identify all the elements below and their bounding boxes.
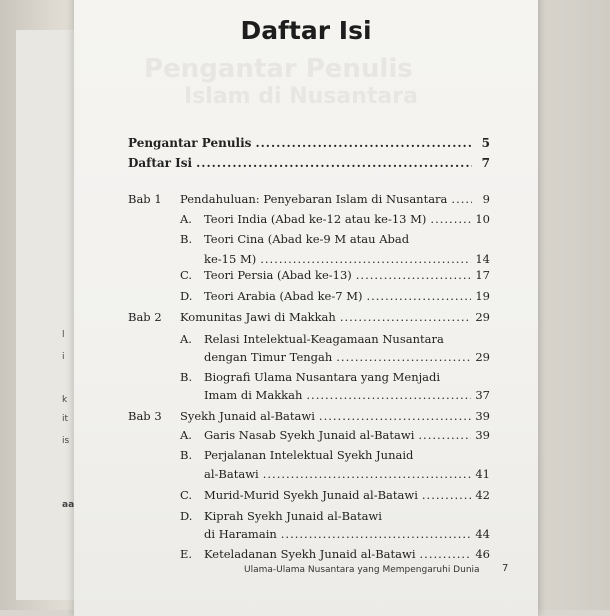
toc-section <box>180 289 490 309</box>
chapter-number: Bab 2 <box>128 310 162 324</box>
section-title-line: di Haramain <box>204 527 277 541</box>
section-title-line: Kiprah Syekh Junaid al-Batawi <box>204 509 382 523</box>
section-title: Keteladanan Syekh Junaid al-Batawi <box>204 547 416 561</box>
folio-page-number: 7 <box>502 563 509 574</box>
section-letter: B. <box>180 232 193 246</box>
background-right <box>530 0 610 610</box>
chapter-title: Syekh Junaid al-Batawi <box>180 409 315 423</box>
toc-section <box>180 212 490 232</box>
edge-fragment: l <box>62 330 65 340</box>
toc-section <box>180 268 490 288</box>
page-number: 44 <box>475 527 490 541</box>
toc-section <box>204 350 490 370</box>
toc-section <box>204 527 490 547</box>
toc-chapter <box>128 310 490 330</box>
edge-fragment: is <box>62 436 70 446</box>
section-letter: A. <box>180 428 192 442</box>
entry-label: Pengantar Penulis <box>128 136 252 150</box>
toc-entry-front <box>128 136 490 156</box>
toc-section <box>204 388 490 408</box>
edge-fragment: k <box>62 395 68 405</box>
show-through-text: Pengantar Penulis <box>144 54 413 84</box>
section-letter: D. <box>180 289 193 303</box>
toc-entry-front <box>128 156 490 176</box>
page-number: 17 <box>475 268 490 282</box>
section-letter: C. <box>180 268 193 282</box>
toc-chapter <box>128 409 490 429</box>
toc-section <box>204 467 490 487</box>
section-title-line: Teori Cina (Abad ke-9 M atau Abad <box>204 232 410 246</box>
leader-dots <box>422 488 471 502</box>
book-page <box>74 0 538 616</box>
section-title-line: dengan Timur Tengah <box>204 350 333 364</box>
leader-dots <box>366 289 471 303</box>
page-number: 7 <box>481 156 490 170</box>
leader-dots <box>430 212 471 226</box>
page-number: 46 <box>475 547 490 561</box>
section-title-line: Imam di Makkah <box>204 388 303 402</box>
leader-dots <box>260 252 471 266</box>
entry-label: Daftar Isi <box>128 156 193 170</box>
section-letter: B. <box>180 370 193 384</box>
leader-dots <box>281 527 472 541</box>
section-title: Murid-Murid Syekh Junaid al-Batawi <box>204 488 418 502</box>
edge-fragment: i <box>62 352 65 362</box>
section-letter: C. <box>180 488 193 502</box>
section-title-line: Relasi Intelektual-Keagamaan Nusantara <box>204 332 444 346</box>
section-title-line: Perjalanan Intelektual Syekh Junaid <box>204 448 414 462</box>
show-through-text: Islam di Nusantara <box>184 84 418 109</box>
toc-section <box>180 488 490 508</box>
page-number: 14 <box>475 252 490 266</box>
section-title-line: ke-15 M) <box>204 252 257 266</box>
page-number: 39 <box>475 409 490 423</box>
section-letter: B. <box>180 448 193 462</box>
page-number: 42 <box>475 488 490 502</box>
section-title-line: Biografi Ulama Nusantara yang Menjadi <box>204 370 441 384</box>
section-letter: A. <box>180 332 192 346</box>
leader-dots <box>356 268 472 282</box>
leader-dots <box>336 350 471 364</box>
page-title: Daftar Isi <box>240 16 372 45</box>
toc-chapter <box>128 192 490 212</box>
edge-fragment: aa <box>62 500 75 510</box>
leader-dots <box>451 192 472 206</box>
section-title: Teori Persia (Abad ke-13) <box>204 268 352 282</box>
page-number: 9 <box>482 192 490 206</box>
leader-dots <box>255 136 472 150</box>
leader-dots <box>340 310 472 324</box>
page-number: 37 <box>475 388 490 402</box>
page-number: 39 <box>475 428 490 442</box>
section-title: Garis Nasab Syekh Junaid al-Batawi <box>204 428 415 442</box>
chapter-number: Bab 1 <box>128 192 162 206</box>
page-number: 10 <box>475 212 490 226</box>
section-letter: D. <box>180 509 193 523</box>
leader-dots <box>196 156 472 170</box>
underlying-page <box>16 30 83 600</box>
leader-dots <box>418 428 471 442</box>
section-letter: E. <box>180 547 193 561</box>
page-number: 19 <box>475 289 490 303</box>
leader-dots <box>420 547 472 561</box>
page-number: 5 <box>481 136 490 150</box>
leader-dots <box>319 409 471 423</box>
leader-dots <box>306 388 471 402</box>
leader-dots <box>263 467 472 481</box>
toc-section <box>180 547 490 567</box>
running-footer-title: Ulama-Ulama Nusantara yang Mempengaruhi Dunia <box>244 565 480 575</box>
page-number: 41 <box>475 467 490 481</box>
page-number: 29 <box>475 350 490 364</box>
chapter-title: Pendahuluan: Penyebaran Islam di Nusantara <box>180 192 448 206</box>
page-number: 29 <box>475 310 490 324</box>
section-title-line: al-Batawi <box>204 467 259 481</box>
edge-fragment: it <box>62 414 69 424</box>
section-letter: A. <box>180 212 192 226</box>
chapter-number: Bab 3 <box>128 409 162 423</box>
section-title: Teori Arabia (Abad ke-7 M) <box>204 289 363 303</box>
toc-section <box>180 428 490 448</box>
section-title: Teori India (Abad ke-12 atau ke-13 M) <box>204 212 427 226</box>
chapter-title: Komunitas Jawi di Makkah <box>180 310 336 324</box>
